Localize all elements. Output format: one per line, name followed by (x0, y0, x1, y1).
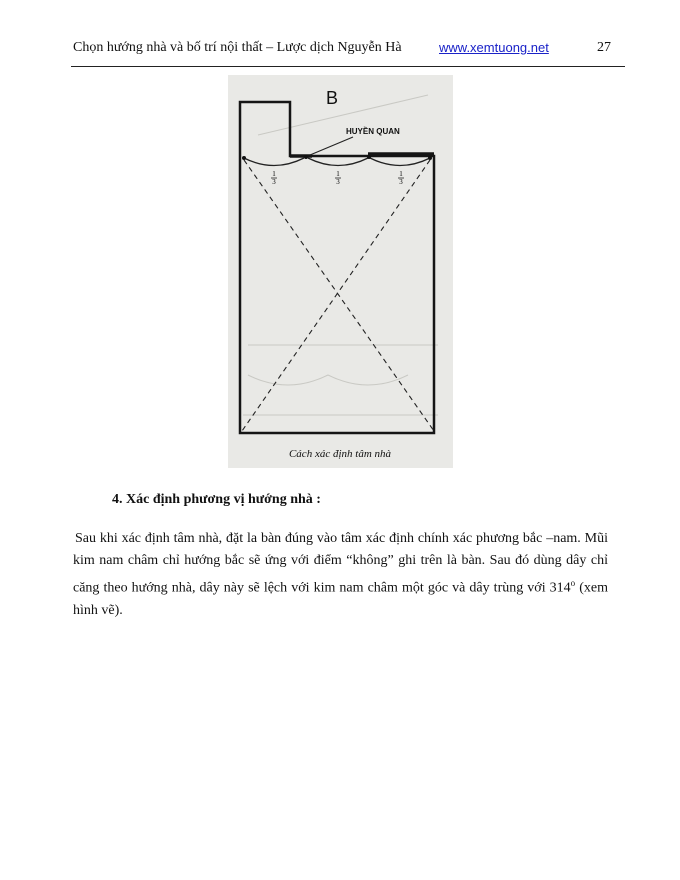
header-rule (71, 66, 625, 67)
gate-label: HUYỀN QUAN (346, 127, 400, 136)
house-center-figure (228, 75, 453, 468)
section-heading: 4. Xác định phương vị hướng nhà : (112, 492, 321, 507)
para-text-end: (xem hình vẽ). (73, 580, 609, 618)
fraction-numerator: 1 (336, 170, 340, 178)
header-title: Chọn hướng nhà và bố trí nội thất – Lược dịch Nguyễn Hà (73, 40, 402, 55)
fraction-marks (271, 170, 404, 186)
fraction-denominator: 3 (272, 178, 276, 186)
fraction-numerator: 1 (399, 170, 403, 178)
fraction-denominator: 3 (399, 178, 403, 186)
figure-letter-b: B (326, 88, 339, 108)
fraction-denominator: 3 (336, 178, 340, 186)
figure-caption: Cách xác định tâm nhà (288, 448, 392, 460)
page-number: 27 (597, 40, 611, 55)
body-paragraph (73, 528, 608, 622)
website-link[interactable]: www.xemtuong.net (439, 40, 549, 55)
para-text: Sau khi xác định tâm nhà, đặt la bàn đúng vào tâm xác định chính xác phương bắc –nam. Mũi kim nam châm chỉ hướng bắc sẽ ứng với điểm “không” ghi trên là bàn. Sau đó dùng dây chỉ căng theo hướng nhà, dây này sẽ lệch với kim nam châm một góc và dây trùng với 314 (73, 531, 608, 596)
page-header (73, 40, 625, 60)
degree-symbol: o (570, 578, 576, 588)
house-plan-diagram (228, 75, 453, 468)
fraction-numerator: 1 (272, 170, 276, 178)
